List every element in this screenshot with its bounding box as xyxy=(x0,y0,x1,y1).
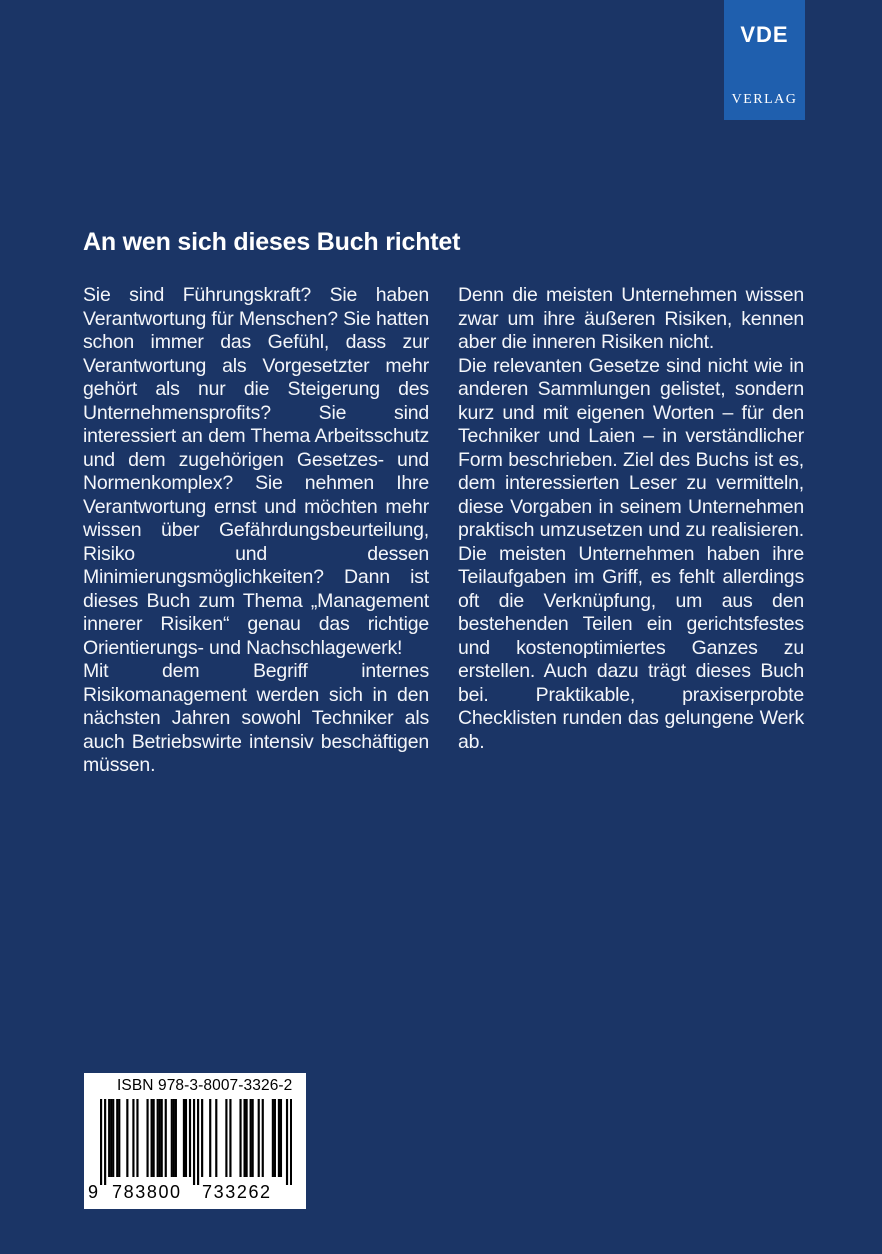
barcode-bar xyxy=(229,1099,231,1177)
barcode-bar xyxy=(116,1099,118,1177)
barcode-bar xyxy=(175,1099,177,1177)
barcode-bar xyxy=(252,1099,254,1177)
barcode-bar xyxy=(262,1099,264,1177)
barcode-bar xyxy=(280,1099,282,1177)
isbn-label: ISBN 978-3-8007-3326-2 xyxy=(117,1077,293,1094)
barcode-bar xyxy=(246,1099,248,1177)
barcode-bar xyxy=(209,1099,211,1177)
barcode-guard-bar xyxy=(197,1099,199,1185)
barcode-bar xyxy=(183,1099,185,1177)
barcode-bar xyxy=(157,1099,159,1177)
barcode-bar xyxy=(215,1099,217,1177)
barcode-bar xyxy=(189,1099,191,1177)
blurb-paragraph: Die relevanten Gesetze sind nicht wie in anderen Sammlungen gelistet, sondern kurz und mit eigenen Worten – für den Techniker und Laien – in verständlicher Form beschrieben. Ziel des Buchs ist es, dem interessierten Leser zu vermitteln, diese Vorgaben in seinem Unternehmen praktisch umzusetzen und zu realisieren. Die meisten Unternehmen haben ihre Teilaufgaben im Griff, es fehlt allerdings oft die Verknüpfung, um aus den bestehenden Teilen ein gerichtsfestes und kostenoptimiertes Ganzes zu erstellen. Auch dazu trägt dieses Buch bei. Praktikable, praxiserprobte Checklisten runden das gelungene Werk ab. xyxy=(458,354,804,753)
logo-vde-text: VDE xyxy=(740,22,789,47)
barcode-bar xyxy=(108,1099,110,1177)
blurb-right-column xyxy=(458,284,804,754)
logo-verlag-text: VERLAG xyxy=(731,92,798,107)
barcode-guard-bar xyxy=(104,1099,106,1185)
barcode-bar xyxy=(165,1099,167,1177)
barcode-bar xyxy=(173,1099,175,1177)
blurb-paragraph: Sie sind Führungskraft? Sie haben Verantwortung für Menschen? Sie hatten schon immer das Gefühl, dass zur Verantwortung als Vorgesetzter mehr gehört als nur die Steigerung des Unternehmensprofits? Sie sind interessiert an dem Thema Arbeitsschutz und dem zugehörigen Gesetzes- und Normenkomplex? Sie nehmen Ihre Verantwortung ernst und möchten mehr wissen über Gefährdungsbeurteilung, Risiko und dessen Minimierungsmöglichkeiten? Dann ist dieses Buch zum Thema „Management innerer Risiken“ genau das richtige Orientierungs- und Nachschlagewerk! xyxy=(83,284,429,659)
barcode-bar xyxy=(201,1099,203,1177)
barcode-bar xyxy=(274,1099,276,1177)
barcode-bar xyxy=(243,1099,245,1177)
barcode-bar xyxy=(171,1099,173,1177)
barcode-guard-bar xyxy=(100,1099,102,1185)
isbn-barcode xyxy=(84,1073,306,1209)
blurb-heading: An wen sich dieses Buch richtet xyxy=(83,228,461,256)
blurb-left-column xyxy=(83,284,429,778)
barcode-bar xyxy=(151,1099,153,1177)
barcode-bar xyxy=(278,1099,280,1177)
barcode-bar xyxy=(250,1099,252,1177)
barcode-bar xyxy=(136,1099,138,1177)
barcode-bar xyxy=(153,1099,155,1177)
barcode-bar xyxy=(126,1099,128,1177)
blurb-paragraph: Mit dem Begriff internes Risikomanagement werden sich in den nächsten Jahren sowohl Techniker als auch Betriebswirte intensiv beschäftigen müssen. xyxy=(83,660,429,776)
barcode-guard-bar xyxy=(193,1099,195,1185)
barcode-bars xyxy=(100,1099,292,1185)
barcode-bar xyxy=(146,1099,148,1177)
barcode-bar xyxy=(159,1099,161,1177)
blurb-paragraph: Denn die meisten Unternehmen wissen zwar um ihre äußeren Risiken, kennen aber die inneren Risiken nicht. xyxy=(458,284,804,353)
barcode-bar xyxy=(110,1099,112,1177)
barcode-bar xyxy=(225,1099,227,1177)
barcode-bar xyxy=(132,1099,134,1177)
barcode-bar xyxy=(258,1099,260,1177)
barcode-guard-bar xyxy=(290,1099,292,1185)
barcode-bar xyxy=(272,1099,274,1177)
barcode-bar xyxy=(112,1099,114,1177)
publisher-logo xyxy=(724,0,805,120)
barcode-digit-first: 9 xyxy=(88,1182,99,1202)
barcode-bar xyxy=(185,1099,187,1177)
barcode-bar xyxy=(118,1099,120,1177)
barcode-bar xyxy=(161,1099,163,1177)
barcode-bar xyxy=(239,1099,241,1177)
barcode-digits-right: 733262 xyxy=(202,1182,272,1202)
barcode-guard-bar xyxy=(286,1099,288,1185)
barcode-digits-left: 783800 xyxy=(112,1182,182,1202)
